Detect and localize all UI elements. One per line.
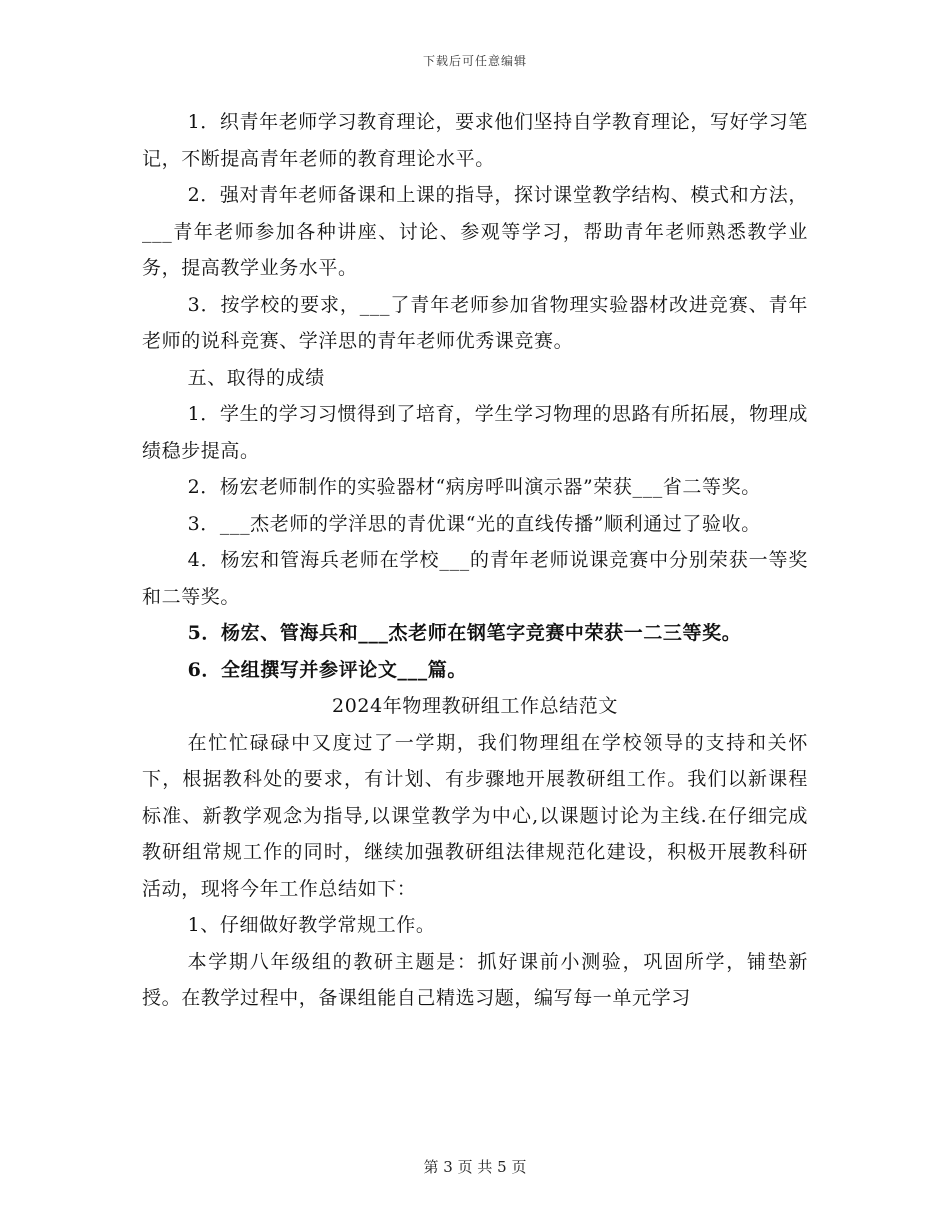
routine-work-paragraph: 本学期八年级组的教研主题是：抓好课前小测验，巩固所学，铺垫新授。在教学过程中，备课组能自己精选习题，编写每一单元学习 <box>142 950 808 1009</box>
paragraph-item-2: 2．强对青年老师备课和上课的指导，探讨课堂教学结构、模式和方法，___青年老师参加各种讲座、讨论、参观等学习，帮助青年老师熟悉教学业务，提高教学业务水平。 <box>142 184 808 279</box>
achievement-item-2: 2．杨宏老师制作的实验器材“病房呼叫演示器”荣获___省二等奖。 <box>187 476 761 498</box>
achievement-item-1: 1．学生的学习习惯得到了培育，学生学习物理的思路有所拓展，物理成绩稳步提高。 <box>142 403 808 462</box>
page-number-footer: 第 3 页 共 5 页 <box>423 1158 527 1176</box>
document-body <box>142 104 808 1017</box>
document-title: 2024年物理教研组工作总结范文 <box>332 695 618 717</box>
section-heading-achievements: 五、取得的成绩 <box>187 366 325 389</box>
achievement-item-6: 6．全组撰写并参评论文___篇。 <box>187 658 467 681</box>
achievement-item-5: 5．杨宏、管海兵和___杰老师在钢笔字竞赛中荣获一二三等奖。 <box>187 622 742 644</box>
paragraph-item-3: 3．按学校的要求，___了青年老师参加省物理实验器材改进竞赛、青年老师的说科竞赛、学洋思的青年老师优秀课竞赛。 <box>142 293 808 352</box>
paragraph-item-1: 1．织青年老师学习教育理论，要求他们坚持自学教育理论，写好学习笔记，不断提高青年老师的教育理论水平。 <box>142 111 808 170</box>
subsection-heading-routine-work: 1、仔细做好教学常规工作。 <box>187 914 436 936</box>
intro-paragraph: 在忙忙碌碌中又度过了一学期，我们物理组在学校领导的支持和关怀下，根据教科处的要求，有计划、有步骤地开展教研组工作。我们以新课程标准、新教学观念为指导,以课堂教学为中心,以课题讨论为主线.在仔细完成教研组常规工作的同时，继续加强教研组法律规范化建设，积极开展教科研活动，现将今年工作总结如下： <box>142 731 808 900</box>
achievement-item-3: 3．___杰老师的学洋思的青优课“光的直线传播”顺利通过了验收。 <box>187 512 761 535</box>
page-header-note: 下载后可任意编辑 <box>422 54 527 68</box>
achievement-item-4: 4．杨宏和管海兵老师在学校___的青年老师说课竞赛中分别荣获一等奖和二等奖。 <box>142 549 808 608</box>
